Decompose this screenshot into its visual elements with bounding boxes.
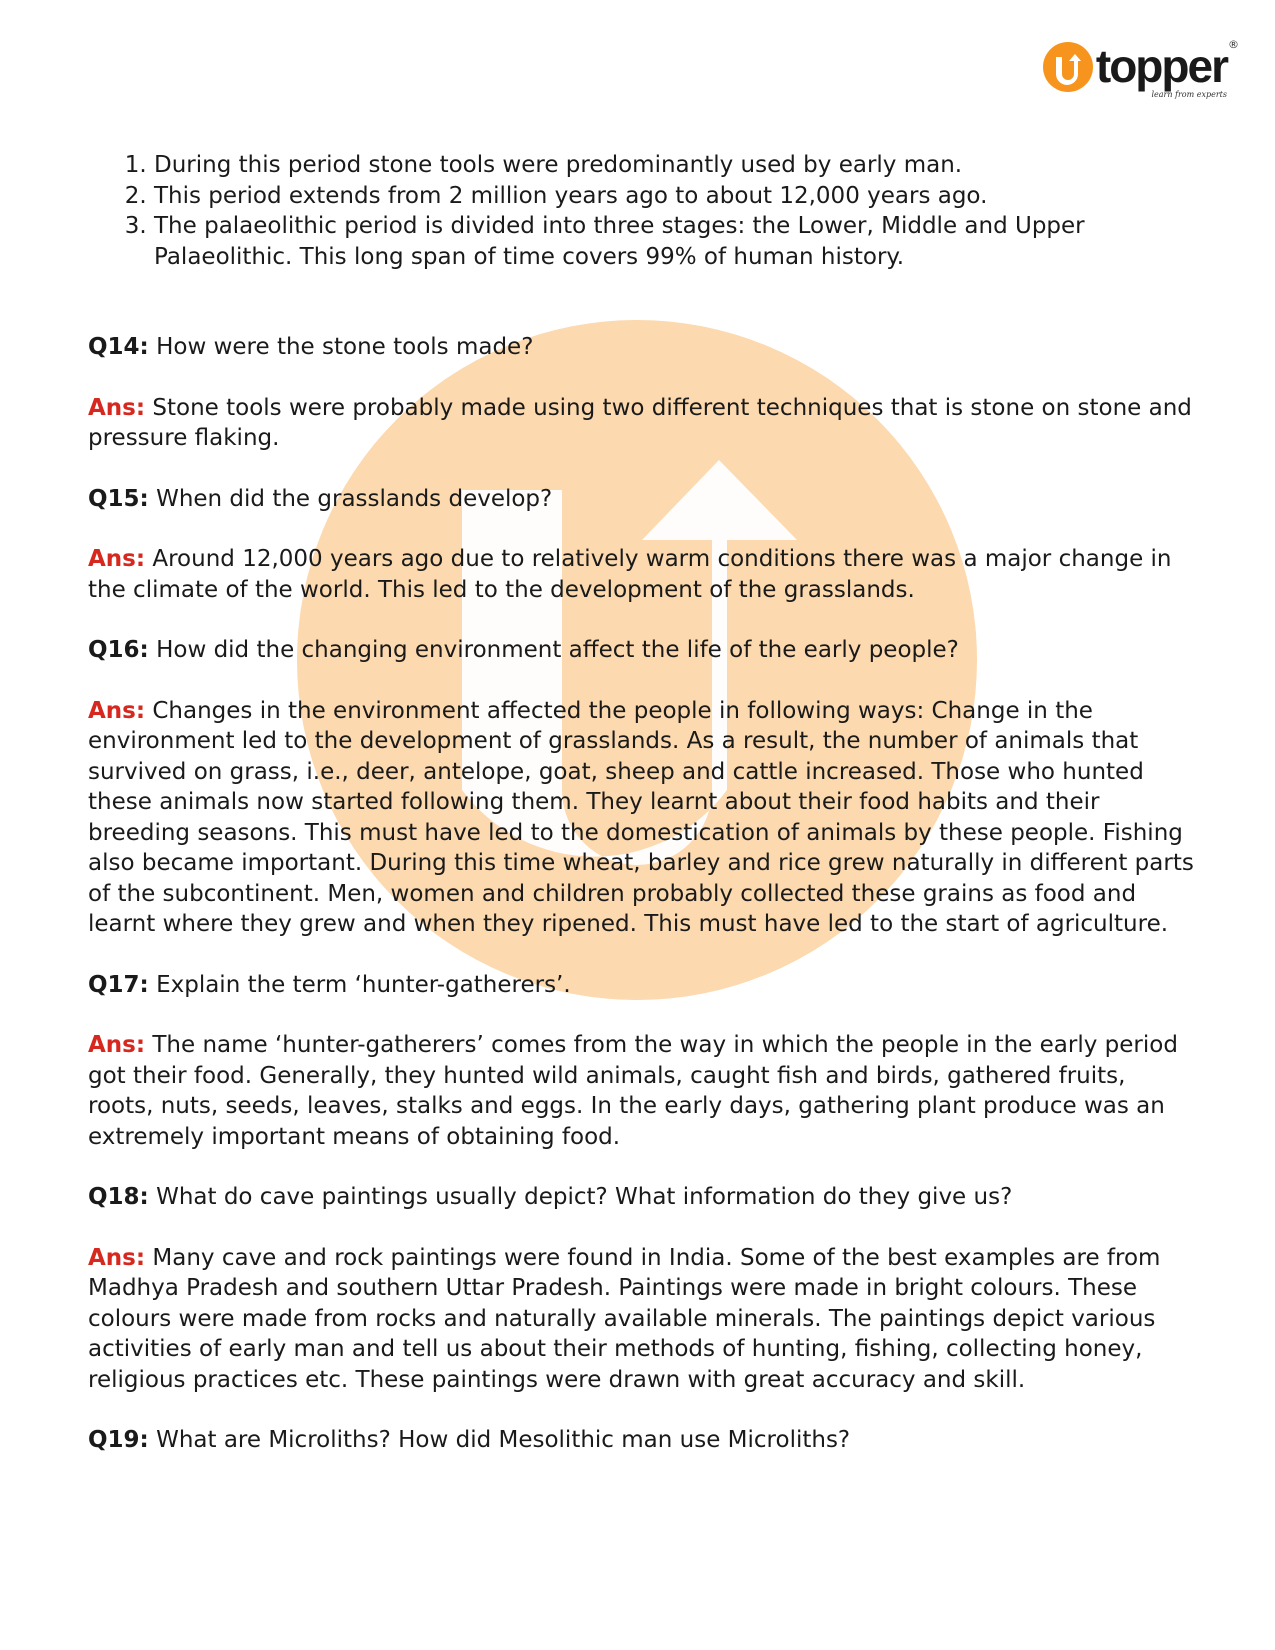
answer-text: Changes in the environment affected the people in following ways: Change in the environment led to the development of grasslands. As a result, the number of animals that survived on grass, i.e., deer, antelope, goat, sheep and cattle increased. Those who hunted these animals now started following them. They learnt about their food habits and their breeding seasons. This must have led to the domestication of animals by these people. Fishing also became important. During this time wheat, barley and rice grew naturally in different parts of the subcontinent. Men, women and children probably collected these grains as food and learnt where they grew and when they ripened. This must have led to the start of agriculture.	[88, 697, 1194, 937]
answer-q17	[88, 1030, 1198, 1152]
registered-mark: ®	[1228, 38, 1239, 51]
logo-tagline: learn from experts	[1151, 90, 1227, 99]
answer-label: Ans:	[88, 1032, 146, 1058]
logo-wordmark: topper	[1095, 40, 1227, 92]
question-text: What do cave paintings usually depict? What information do they give us?	[156, 1184, 1013, 1210]
answer-text: Stone tools were probably made using two different techniques that is stone on stone and pressure flaking.	[88, 394, 1192, 451]
topper-logo	[1043, 38, 1239, 99]
question-label: Q18:	[88, 1184, 149, 1210]
answer-label: Ans:	[88, 394, 146, 421]
question-q19	[88, 1425, 1198, 1456]
answer-label: Ans:	[88, 1244, 146, 1271]
period-points-list	[88, 150, 1198, 272]
list-item: 3. The palaeolithic period is divided into three stages: the Lower, Middle and Upper Palaeolithic. This long span of time covers 99% of human history.	[154, 211, 1198, 272]
question-label: Q17:	[88, 971, 149, 998]
question-q15	[88, 484, 1198, 515]
question-label: Q16:	[88, 637, 149, 663]
question-label: Q19:	[88, 1427, 149, 1453]
answer-label: Ans:	[88, 546, 146, 572]
question-text: How did the changing environment affect the life of the early people?	[156, 637, 959, 663]
question-q18	[88, 1182, 1198, 1213]
answer-q14	[88, 393, 1198, 454]
topper-logo-icon	[1043, 42, 1093, 92]
question-text: What are Microliths? How did Mesolithic man use Microliths?	[156, 1427, 851, 1453]
question-text: When did the grasslands develop?	[156, 485, 553, 512]
answer-text: The name ‘hunter-gatherers’ comes from the way in which the people in the early period got their food. Generally, they hunted wild animals, caught fish and birds, gathered fruits, roots, nuts, seeds, leaves, stalks and eggs. In the early days, gathering plant produce was an extremely important means of obtaining food.	[88, 1032, 1178, 1150]
question-label: Q15:	[88, 485, 149, 512]
question-label: Q14:	[88, 334, 149, 360]
question-text: How were the stone tools made?	[156, 334, 534, 360]
question-text: Explain the term ‘hunter-gatherers’.	[156, 971, 571, 998]
answer-q16	[88, 696, 1198, 940]
answer-q18	[88, 1243, 1198, 1396]
answer-text: Many cave and rock paintings were found in India. Some of the best examples are from Madhya Pradesh and southern Uttar Pradesh. Paintings were made in bright colours. These colours were made from rocks and naturally available minerals. The paintings depict various activities of early man and tell us about their methods of hunting, fishing, collecting honey, religious practices etc. These paintings were drawn with great accuracy and skill.	[88, 1244, 1161, 1393]
answer-text: Around 12,000 years ago due to relatively warm conditions there was a major change in the climate of the world. This led to the development of the grasslands.	[88, 546, 1172, 603]
answer-label: Ans:	[88, 697, 146, 724]
question-q17	[88, 970, 1198, 1001]
question-q14	[88, 332, 1198, 363]
document-content	[88, 150, 1198, 1456]
list-item: 2. This period extends from 2 million years ago to about 12,000 years ago.	[154, 181, 1198, 212]
list-item: 1. During this period stone tools were predominantly used by early man.	[154, 150, 1198, 181]
question-q16	[88, 635, 1198, 666]
answer-q15	[88, 544, 1198, 605]
